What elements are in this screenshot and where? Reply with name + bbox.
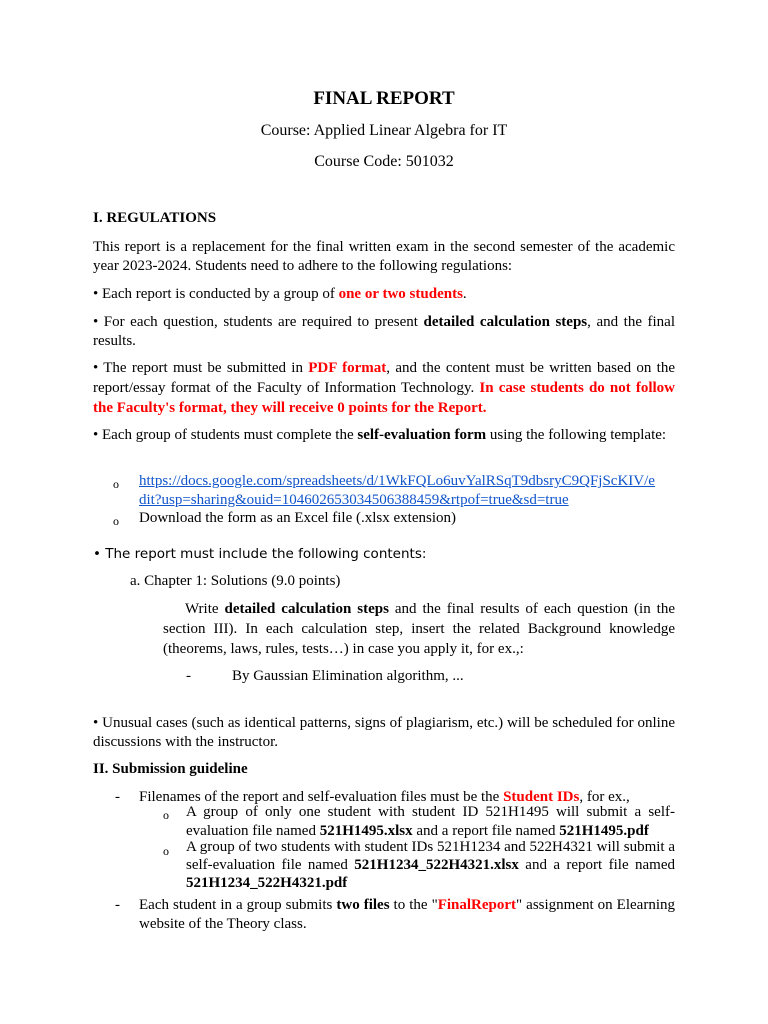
- circle-bullet-icon: o: [163, 844, 169, 858]
- regulation-bullet-unusual-cases: • Unusual cases (such as identical patterns, signs of plagiarism, etc.) will be scheduled for online discussions with the instructor.: [93, 715, 675, 750]
- regulation-bullet-steps: • For each question, students are required to present detailed calculation steps, and the final results.: [93, 314, 676, 349]
- circle-bullet-icon: o: [113, 514, 119, 528]
- intro-paragraph: This report is a replacement for the final written exam in the second semester of the academic year 2023-2024. Students need to adhere to the following regulations:: [93, 239, 675, 274]
- dash-bullet-icon: -: [186, 668, 191, 684]
- submission-two-files-rule: Each student in a group submits two files to the "FinalReport" assignment on Elearning website of the Theory class.: [139, 897, 675, 932]
- regulation-bullet-group: • Each report is conducted by a group of one or two students.: [93, 286, 467, 302]
- course-name: Course: Applied Linear Algebra for IT: [260, 122, 508, 139]
- write-steps-paragraph: Write detailed calculation steps and the final results of each question (in the section III). In each calculation step, insert the related Background knowledge (theorems, laws, rules, tests…) in case you apply it, for ex.,:: [163, 601, 676, 657]
- section-heading-submission: II. Submission guideline: [93, 761, 248, 777]
- section-heading-regulations: I. REGULATIONS: [93, 210, 217, 226]
- gaussian-example: By Gaussian Elimination algorithm, ...: [232, 668, 464, 684]
- self-eval-template-link[interactable]: https://docs.google.com/spreadsheets/d/1WkFQLo6uvYalRSqT9dbsryC9QFjScKIV/e dit?usp=sharing&ouid=104602653034506388459&rtpof=true&sd=true: [139, 473, 655, 508]
- example-one-student: A group of only one student with student ID 521H1495 will submit a self-evaluation file named 521H1495.xlsx and a report file named 521H1495.pdf: [186, 804, 675, 839]
- dash-bullet-icon: -: [115, 897, 120, 913]
- example-two-students: A group of two students with student IDs 521H1234 and 522H4321 will submit a self-evaluation file named 521H1234_522H4321.xlsx and a report file named 521H1234_522H4321.pdf: [186, 839, 675, 891]
- dash-bullet-icon: -: [115, 789, 120, 805]
- circle-bullet-icon: o: [113, 477, 119, 491]
- submission-filenames-rule: Filenames of the report and self-evaluation files must be the Student IDs, for ex.,: [139, 789, 630, 805]
- circle-bullet-icon: o: [163, 808, 169, 822]
- regulation-bullet-pdf: • The report must be submitted in PDF format, and the content must be written based on the report/essay format of the Faculty of Information Technology. In case students do not follow the Faculty's format, they will receive 0 points for the Report.: [93, 360, 676, 416]
- regulation-bullet-contents: • The report must include the following contents:: [93, 546, 427, 562]
- document-title: FINAL REPORT: [313, 88, 455, 109]
- regulation-bullet-self-eval: • Each group of students must complete the self-evaluation form using the following template:: [93, 427, 667, 443]
- download-instruction: Download the form as an Excel file (.xlsx extension): [139, 510, 456, 526]
- course-code: Course Code: 501032: [314, 153, 454, 170]
- chapter-1-item: a. Chapter 1: Solutions (9.0 points): [130, 573, 341, 589]
